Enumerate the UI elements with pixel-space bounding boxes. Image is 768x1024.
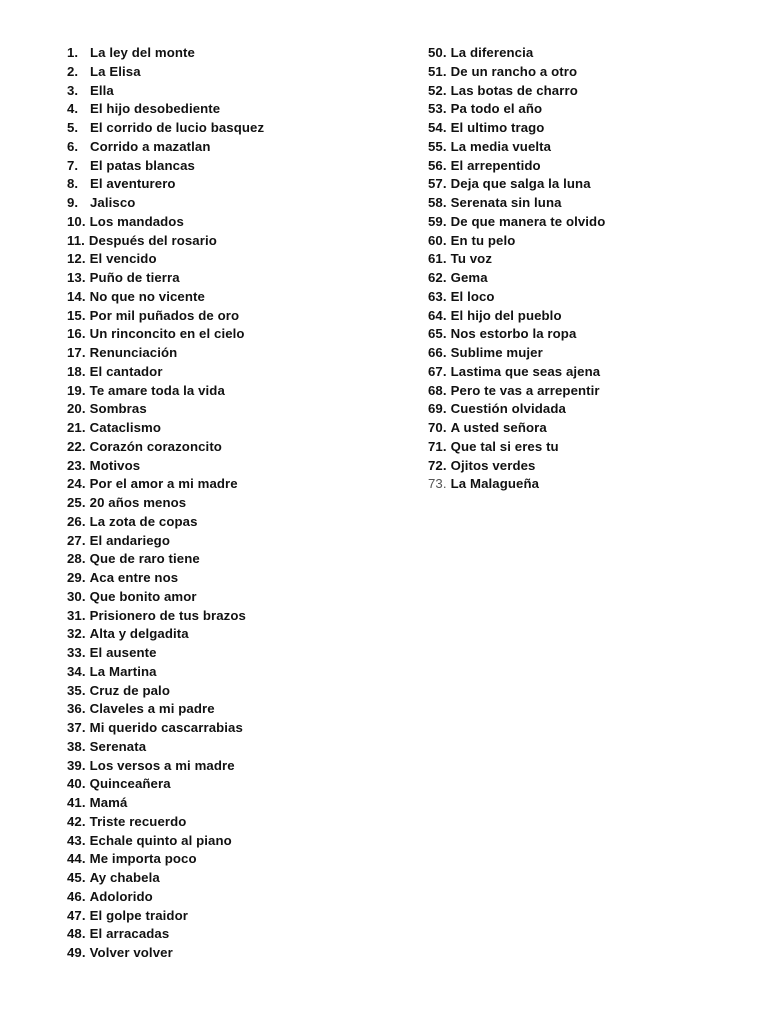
- song-list-item: [428, 157, 748, 176]
- song-list-item: [67, 888, 407, 907]
- song-title: Pa todo el año: [450, 101, 543, 117]
- song-number: 35.: [67, 682, 86, 698]
- song-list-item: [428, 344, 748, 363]
- song-title: Sombras: [89, 401, 147, 417]
- song-list-item: [67, 588, 407, 607]
- song-number: 46.: [67, 888, 86, 904]
- song-number: 56.: [428, 157, 447, 173]
- song-title: Tu voz: [450, 251, 493, 267]
- song-list-item: [67, 813, 407, 832]
- song-list-item: [67, 194, 407, 213]
- song-number: 15.: [67, 307, 86, 323]
- song-list-item: [428, 213, 748, 232]
- song-title: La zota de copas: [89, 513, 198, 529]
- song-number: 8.: [67, 176, 79, 192]
- song-title: Jalisco: [90, 195, 136, 210]
- song-number: 5.: [67, 120, 79, 135]
- song-title: Puño de tierra: [89, 270, 180, 285]
- song-title: La diferencia: [450, 45, 534, 60]
- song-list-item: [428, 269, 748, 288]
- song-title: Deja que salga la luna: [450, 176, 591, 192]
- song-title: Adolorido: [89, 888, 153, 904]
- song-number: 3.: [67, 82, 79, 98]
- song-title: En tu pelo: [450, 232, 516, 248]
- song-list-left-column: [67, 44, 407, 963]
- song-number: 10.: [67, 213, 86, 229]
- song-list-item: [67, 607, 407, 626]
- song-list-item: [428, 400, 748, 419]
- song-number: 36.: [67, 701, 86, 717]
- song-number: 4.: [67, 101, 79, 117]
- song-number: 65.: [428, 326, 447, 342]
- song-title: Ella: [90, 82, 114, 98]
- song-list-item: [67, 925, 407, 944]
- song-title: Claveles a mi padre: [89, 701, 215, 717]
- song-title: Alta y delgadita: [89, 626, 189, 642]
- song-title: El corrido de lucio basquez: [90, 120, 265, 135]
- song-number: 67.: [428, 363, 447, 379]
- song-number: 73.: [428, 476, 447, 492]
- song-number: 9.: [67, 195, 79, 210]
- song-title: Mamá: [89, 795, 128, 810]
- song-list-item: [67, 700, 407, 719]
- song-list-item: [67, 475, 407, 494]
- song-title: Prisionero de tus brazos: [89, 607, 246, 623]
- song-title: Motivos: [89, 457, 141, 473]
- song-number: 42.: [67, 813, 86, 829]
- song-title: Cruz de palo: [89, 682, 170, 698]
- song-title: De que manera te olvido: [450, 213, 606, 229]
- song-title: El hijo del pueblo: [450, 307, 562, 323]
- song-number: 63.: [428, 288, 447, 304]
- song-title: Quinceañera: [89, 776, 171, 792]
- song-list-item: [67, 625, 407, 644]
- song-list-item: [67, 738, 407, 757]
- song-number: 13.: [67, 270, 86, 285]
- song-title: Que bonito amor: [89, 588, 197, 604]
- song-number: 22.: [67, 438, 86, 454]
- song-number: 29.: [67, 570, 86, 585]
- song-title: El ausente: [89, 645, 157, 660]
- song-title: Un rinconcito en el cielo: [89, 326, 245, 342]
- song-number: 27.: [67, 532, 86, 548]
- song-title: Corazón corazoncito: [89, 438, 222, 454]
- song-list-item: [67, 288, 407, 307]
- song-number: 6.: [67, 138, 79, 154]
- song-list-item: [67, 757, 407, 776]
- song-title: Renunciación: [89, 345, 178, 360]
- song-title: A usted señora: [450, 420, 547, 435]
- song-number: 54.: [428, 120, 447, 135]
- song-list-item: [67, 100, 407, 119]
- song-number: 64.: [428, 307, 447, 323]
- song-number: 48.: [67, 926, 86, 942]
- song-title: Sublime mujer: [450, 345, 543, 360]
- song-list-item: [428, 44, 748, 63]
- song-number: 28.: [67, 551, 86, 567]
- song-list-item: [67, 644, 407, 663]
- song-list-item: [67, 775, 407, 794]
- song-number: 12.: [67, 251, 86, 267]
- song-list-item: [428, 325, 748, 344]
- song-list-item: [428, 419, 748, 438]
- song-list-item: [67, 682, 407, 701]
- song-number: 30.: [67, 588, 86, 604]
- song-list-item: [428, 100, 748, 119]
- song-number: 66.: [428, 345, 447, 360]
- song-list-item: [67, 250, 407, 269]
- song-list-item: [67, 532, 407, 551]
- song-number: 1.: [67, 45, 79, 60]
- song-title: De un rancho a otro: [450, 63, 578, 79]
- song-list-item: [428, 194, 748, 213]
- song-list-item: [67, 457, 407, 476]
- song-list-item: [67, 232, 407, 251]
- song-list-item: [67, 663, 407, 682]
- song-number: 24.: [67, 476, 86, 492]
- song-title: Que tal si eres tu: [450, 438, 559, 454]
- song-title: La Malagueña: [450, 476, 540, 492]
- song-title: Por el amor a mi madre: [89, 476, 238, 492]
- song-number: 37.: [67, 720, 86, 735]
- song-number: 23.: [67, 457, 86, 473]
- song-list-item: [67, 344, 407, 363]
- song-list-item: [428, 288, 748, 307]
- song-title: El golpe traidor: [89, 907, 188, 923]
- song-number: 16.: [67, 326, 86, 342]
- song-title: Cataclismo: [89, 420, 162, 435]
- song-number: 60.: [428, 232, 447, 248]
- song-list-item: [67, 569, 407, 588]
- song-title: La Elisa: [90, 63, 141, 79]
- song-number: 72.: [428, 457, 447, 473]
- song-list-item: [67, 382, 407, 401]
- song-title: 20 años menos: [89, 495, 187, 510]
- song-list-item: [67, 44, 407, 63]
- song-number: 71.: [428, 438, 447, 454]
- song-list-item: [67, 325, 407, 344]
- song-list-item: [67, 944, 407, 963]
- song-list-item: [67, 550, 407, 569]
- song-title: Serenata: [89, 738, 147, 754]
- song-list-item: [428, 82, 748, 101]
- song-title: El vencido: [89, 251, 157, 267]
- song-title: Por mil puñados de oro: [89, 307, 240, 323]
- song-list-item: [67, 438, 407, 457]
- song-title: La ley del monte: [90, 45, 195, 60]
- song-number: 43.: [67, 832, 86, 848]
- song-title: Aca entre nos: [89, 570, 179, 585]
- song-number: 32.: [67, 626, 86, 642]
- song-number: 69.: [428, 401, 447, 417]
- song-number: 49.: [67, 945, 86, 960]
- song-number: 34.: [67, 663, 86, 679]
- song-title: Después del rosario: [88, 232, 217, 248]
- song-number: 41.: [67, 795, 86, 810]
- song-number: 44.: [67, 851, 86, 867]
- song-list-item: [67, 719, 407, 738]
- song-title: Ojitos verdes: [450, 457, 536, 473]
- song-number: 45.: [67, 870, 86, 885]
- song-list-item: [428, 175, 748, 194]
- song-title: Volver volver: [89, 945, 173, 960]
- song-list-item: [67, 138, 407, 157]
- song-title: El ultimo trago: [450, 120, 545, 135]
- song-number: 17.: [67, 345, 86, 360]
- song-title: La media vuelta: [450, 138, 552, 154]
- song-title: Pero te vas a arrepentir: [450, 382, 600, 398]
- song-list-item: [67, 400, 407, 419]
- song-title: El loco: [450, 288, 495, 304]
- song-list-item: [67, 175, 407, 194]
- song-title: El andariego: [89, 532, 170, 548]
- song-list-right-column: [428, 44, 748, 494]
- song-title: Te amare toda la vida: [89, 382, 225, 398]
- song-list-item: [428, 250, 748, 269]
- song-list-item: [67, 63, 407, 82]
- song-number: 25.: [67, 495, 86, 510]
- song-list-item: [428, 475, 748, 494]
- song-list-item: [428, 119, 748, 138]
- song-title: El aventurero: [90, 176, 176, 192]
- song-title: Cuestión olvidada: [450, 401, 566, 417]
- song-number: 18.: [67, 363, 86, 379]
- song-number: 61.: [428, 251, 447, 267]
- song-list-item: [67, 513, 407, 532]
- song-number: 53.: [428, 101, 447, 117]
- song-number: 38.: [67, 738, 86, 754]
- song-number: 51.: [428, 63, 447, 79]
- song-title: Serenata sin luna: [450, 195, 562, 210]
- song-title: Los mandados: [89, 213, 184, 229]
- song-title: El arracadas: [89, 926, 170, 942]
- song-number: 59.: [428, 213, 447, 229]
- song-list-item: [67, 419, 407, 438]
- song-list-item: [428, 307, 748, 326]
- song-number: 14.: [67, 288, 86, 304]
- song-list-item: [67, 269, 407, 288]
- song-title: Nos estorbo la ropa: [450, 326, 577, 342]
- song-list-item: [67, 157, 407, 176]
- song-title: Las botas de charro: [450, 82, 578, 98]
- song-list-item: [67, 213, 407, 232]
- song-list-item: [428, 382, 748, 401]
- song-list-item: [67, 869, 407, 888]
- song-number: 70.: [428, 420, 447, 435]
- song-list-item: [67, 494, 407, 513]
- song-list-item: [428, 63, 748, 82]
- song-list-item: [67, 794, 407, 813]
- song-title: El cantador: [89, 363, 163, 379]
- song-title: Mi querido cascarrabias: [89, 720, 243, 735]
- song-title: Triste recuerdo: [89, 813, 187, 829]
- song-list-item: [67, 363, 407, 382]
- song-number: 20.: [67, 401, 86, 417]
- song-list-item: [67, 907, 407, 926]
- song-number: 40.: [67, 776, 86, 792]
- song-title: Que de raro tiene: [89, 551, 200, 567]
- song-list-item: [67, 119, 407, 138]
- song-number: 47.: [67, 907, 86, 923]
- song-number: 57.: [428, 176, 447, 192]
- song-title: El hijo desobediente: [90, 101, 221, 117]
- song-list-item: [67, 307, 407, 326]
- song-number: 2.: [67, 63, 79, 79]
- song-list-item: [67, 850, 407, 869]
- song-number: 7.: [67, 157, 79, 173]
- song-number: 26.: [67, 513, 86, 529]
- song-list-item: [67, 832, 407, 851]
- song-title: Ay chabela: [89, 870, 160, 885]
- song-number: 55.: [428, 138, 447, 154]
- song-number: 11.: [67, 232, 85, 248]
- song-title: Corrido a mazatlan: [90, 138, 211, 154]
- song-title: Me importa poco: [89, 851, 197, 867]
- song-list-item: [428, 438, 748, 457]
- song-title: Lastima que seas ajena: [450, 363, 601, 379]
- song-number: 39.: [67, 757, 86, 773]
- song-list-item: [67, 82, 407, 101]
- song-list-item: [428, 232, 748, 251]
- song-title: La Martina: [89, 663, 157, 679]
- song-title: No que no vicente: [89, 288, 205, 304]
- song-number: 58.: [428, 195, 447, 210]
- song-title: El arrepentido: [450, 157, 541, 173]
- song-number: 19.: [67, 382, 86, 398]
- song-list-item: [428, 363, 748, 382]
- song-number: 62.: [428, 270, 447, 285]
- song-list-item: [428, 138, 748, 157]
- song-number: 50.: [428, 45, 447, 60]
- song-number: 68.: [428, 382, 447, 398]
- song-number: 33.: [67, 645, 86, 660]
- song-number: 31.: [67, 607, 86, 623]
- song-number: 21.: [67, 420, 86, 435]
- song-title: Gema: [450, 270, 488, 285]
- song-title: Los versos a mi madre: [89, 757, 235, 773]
- song-list-item: [428, 457, 748, 476]
- song-title: Echale quinto al piano: [89, 832, 232, 848]
- song-title: El patas blancas: [90, 157, 195, 173]
- song-number: 52.: [428, 82, 447, 98]
